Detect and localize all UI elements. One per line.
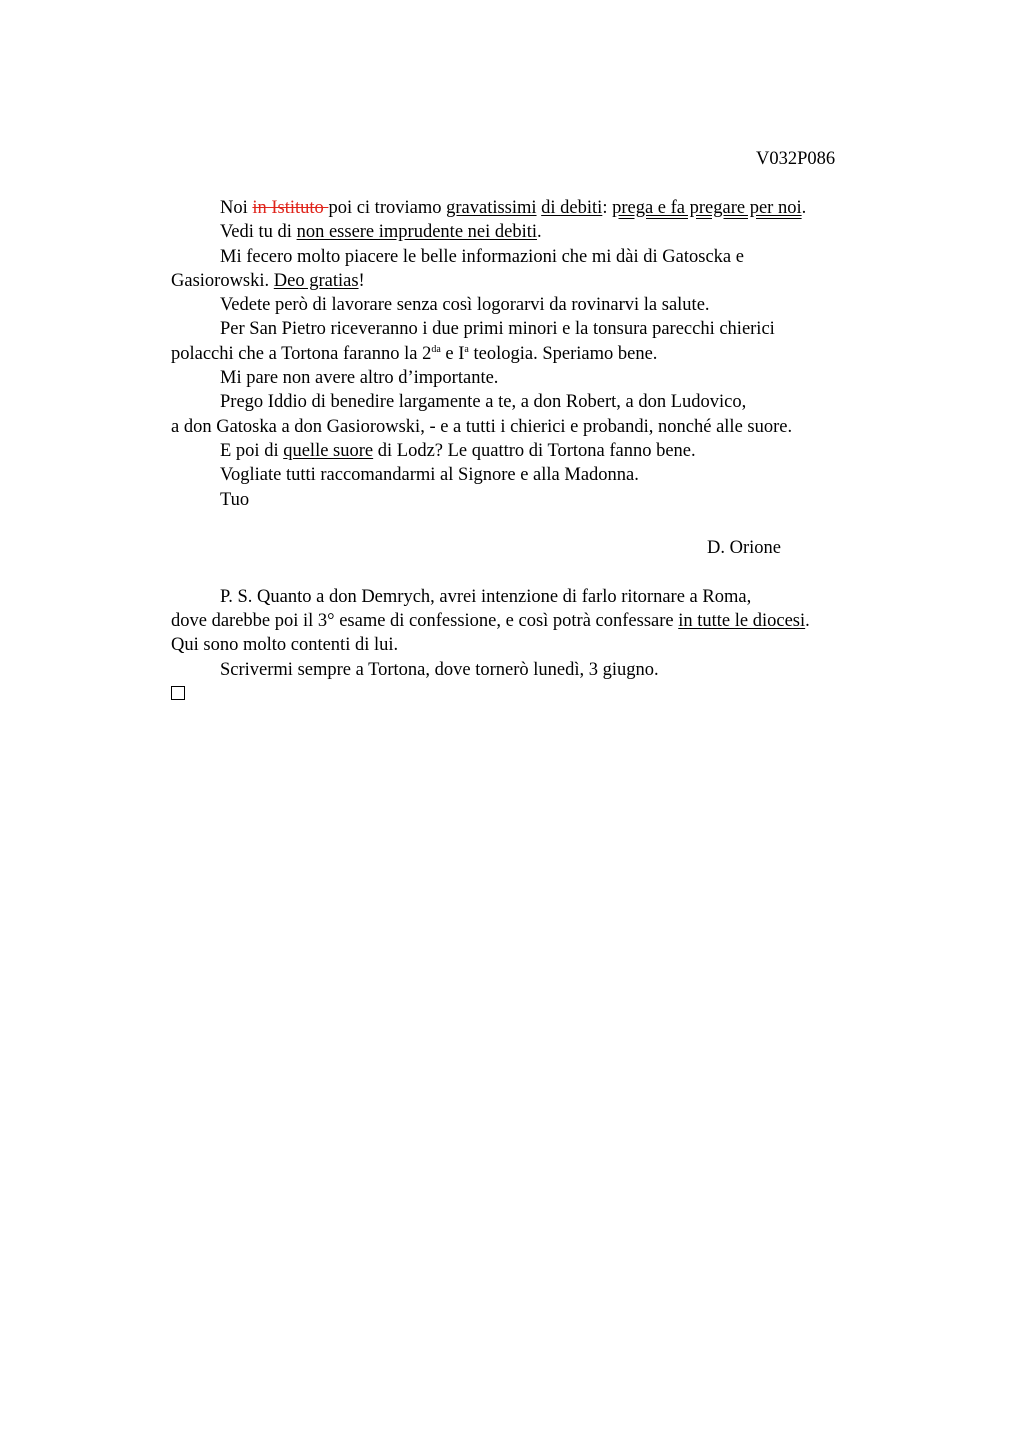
signature: D. Orione xyxy=(707,538,781,559)
superscript: da xyxy=(431,343,441,355)
underlined-text: quelle suore xyxy=(283,440,374,461)
checkbox-square-icon xyxy=(171,686,185,700)
paragraph-debts xyxy=(171,196,891,220)
paragraph-prayers: Vogliate tutti raccomandarmi al Signore e alla Madonna. xyxy=(220,465,639,486)
paragraph-blessing-line-1: Prego Iddio di benedire largamente a te, a don Robert, a don Ludovico, xyxy=(220,392,747,413)
text-segment: teologia. Speriamo bene. xyxy=(468,343,658,364)
paragraph-nothing-else: Mi pare non avere altro d’importante. xyxy=(220,368,499,389)
end-mark xyxy=(171,682,891,706)
text-segment: e I xyxy=(440,343,465,364)
double-underlined-text: prega e fa pregare per noi xyxy=(612,198,802,218)
spacer xyxy=(171,512,891,536)
page-code: V032P086 xyxy=(756,149,836,169)
paragraph-imprudent xyxy=(171,220,891,244)
letter-body xyxy=(171,196,891,706)
paragraph-information-line-2 xyxy=(171,269,891,293)
paragraph-san-pietro-line-2 xyxy=(171,342,891,366)
underlined-text: di debiti xyxy=(541,198,603,218)
underlined-text: Deo gratias xyxy=(273,270,359,291)
text-segment: polacchi che a Tortona faranno la 2 xyxy=(171,343,432,364)
underlined-text: in tutte le diocesi xyxy=(678,611,806,632)
paragraph-san-pietro-line-1: Per San Pietro riceveranno i due primi minori e la tonsura parecchi chierici xyxy=(220,319,775,340)
text-segment: dove darebbe poi il 3° esame di confessione, e così potrà confessare xyxy=(171,611,679,632)
text-segment: poi ci troviamo xyxy=(328,198,447,218)
paragraph-health: Vedete però di lavorare senza così logorarvi da rovinarvi la salute. xyxy=(220,295,710,316)
postscript-line-4: Scrivermi sempre a Tortona, dove tornerò lunedì, 3 giugno. xyxy=(220,659,659,680)
text-segment: . xyxy=(801,198,807,218)
text-segment: Noi xyxy=(220,198,253,218)
superscript: a xyxy=(464,343,469,355)
paragraph-blessing-line-2: a don Gatoska a don Gasiorowski, - e a tutti i chierici e probandi, nonché alle suore. xyxy=(171,416,793,437)
spacer xyxy=(171,560,891,584)
text-segment: . xyxy=(537,222,542,243)
deleted-text: in Istituto xyxy=(252,198,329,218)
closing: Tuo xyxy=(220,489,250,510)
text-segment: : xyxy=(602,198,613,218)
text-segment: . xyxy=(805,611,810,632)
postscript-line-1: P. S. Quanto a don Demrych, avrei intenzione di farlo ritornare a Roma, xyxy=(220,586,752,607)
text-segment: E poi di xyxy=(220,440,284,461)
postscript-line-2 xyxy=(171,609,891,633)
underlined-text: non essere imprudente nei debiti xyxy=(296,222,538,243)
text-segment: Gasiorowski. xyxy=(171,270,274,291)
text-segment: di Lodz? Le quattro di Tortona fanno bene. xyxy=(373,440,696,461)
paragraph-sisters xyxy=(171,439,891,463)
text-segment: ! xyxy=(358,270,365,291)
postscript-line-3: Qui sono molto contenti di lui. xyxy=(171,635,399,656)
paragraph-information-line-1: Mi fecero molto piacere le belle informazioni che mi dài di Gatoscka e xyxy=(220,246,744,267)
text-segment: Vedi tu di xyxy=(220,222,297,243)
underlined-text: gravatissimi xyxy=(446,198,537,218)
